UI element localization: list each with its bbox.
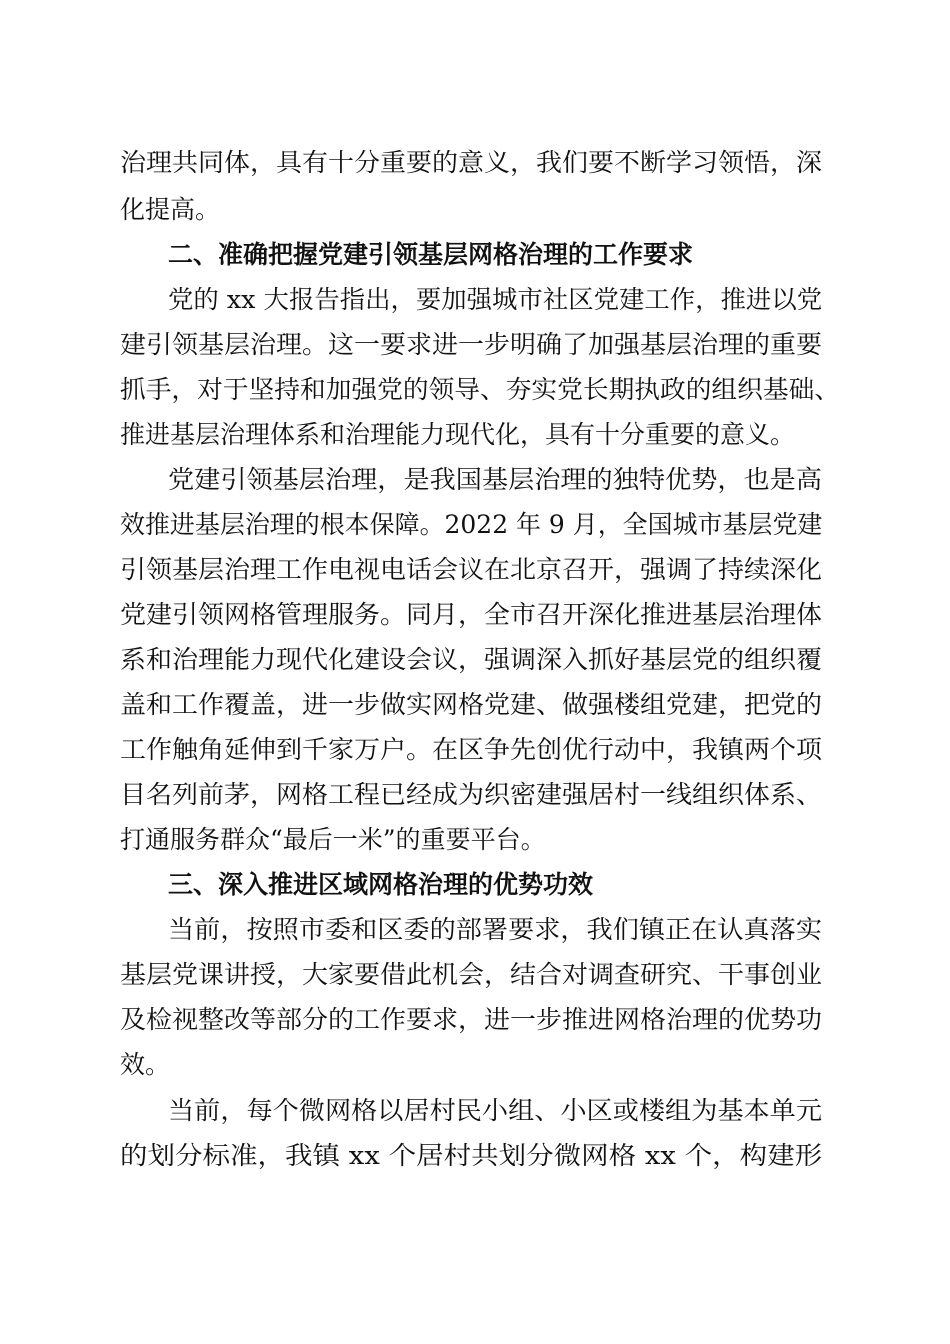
text-line-1: 治理共同体，具有十分重要的意义，我们要不断学习领悟，深 (120, 148, 823, 177)
text-line-11: 党建引领网格管理服务。同月，全市召开深化推进基层治理体 (120, 600, 823, 629)
text-line-16: 打通服务群众“最后一米”的重要平台。 (120, 825, 546, 854)
text-line-5: 建引领基层治理。这一要求进一步明确了加强基层治理的重要 (120, 330, 823, 359)
text-line-22: 当前，每个微网格以居村民小组、小区或楼组为基本单元 (168, 1096, 823, 1125)
text-line-15: 目名列前茅，网格工程已经成为织密建强居村一线组织体系、 (120, 780, 823, 809)
section-heading-2: 二、准确把握党建引领基层网格治理的工作要求 (168, 240, 694, 269)
text-line-2: 化提高。 (120, 195, 221, 224)
text-line-20: 及检视整改等部分的工作要求，进一步推进网格治理的优势功 (120, 1005, 823, 1034)
text-line-14: 工作触角延伸到千家万户。在区争先创优行动中，我镇两个项 (120, 735, 823, 764)
text-line-12: 系和治理能力现代化建设会议，强调深入抓好基层党的组织覆 (120, 645, 823, 674)
text-line-21: 效。 (120, 1050, 171, 1079)
text-line-10: 引领基层治理工作电视电话会议在北京召开，强调了持续深化 (120, 555, 823, 584)
text-line-23: 的划分标准，我镇 xx 个居村共划分微网格 xx 个，构建形 (120, 1141, 823, 1170)
text-line-9: 效推进基层治理的根本保障。2022 年 9 月，全国城市基层党建 (120, 510, 823, 539)
text-line-6: 抓手，对于坚持和加强党的领导、夯实党长期执政的组织基础、 (120, 375, 841, 404)
text-line-19: 基层党课讲授，大家要借此机会，结合对调查研究、干事创业 (120, 960, 823, 989)
section-heading-3: 三、深入推进区域网格治理的优势功效 (168, 870, 594, 899)
text-line-13: 盖和工作覆盖，进一步做实网格党建、做强楼组党建，把党的 (120, 690, 823, 719)
text-line-8: 党建引领基层治理，是我国基层治理的独特优势，也是高 (168, 465, 823, 494)
text-line-18: 当前，按照市委和区委的部署要求，我们镇正在认真落实 (168, 915, 823, 944)
text-line-7: 推进基层治理体系和治理能力现代化，具有十分重要的意义。 (120, 420, 796, 449)
text-line-4: 党的 xx 大报告指出，要加强城市社区党建工作，推进以党 (168, 285, 823, 314)
